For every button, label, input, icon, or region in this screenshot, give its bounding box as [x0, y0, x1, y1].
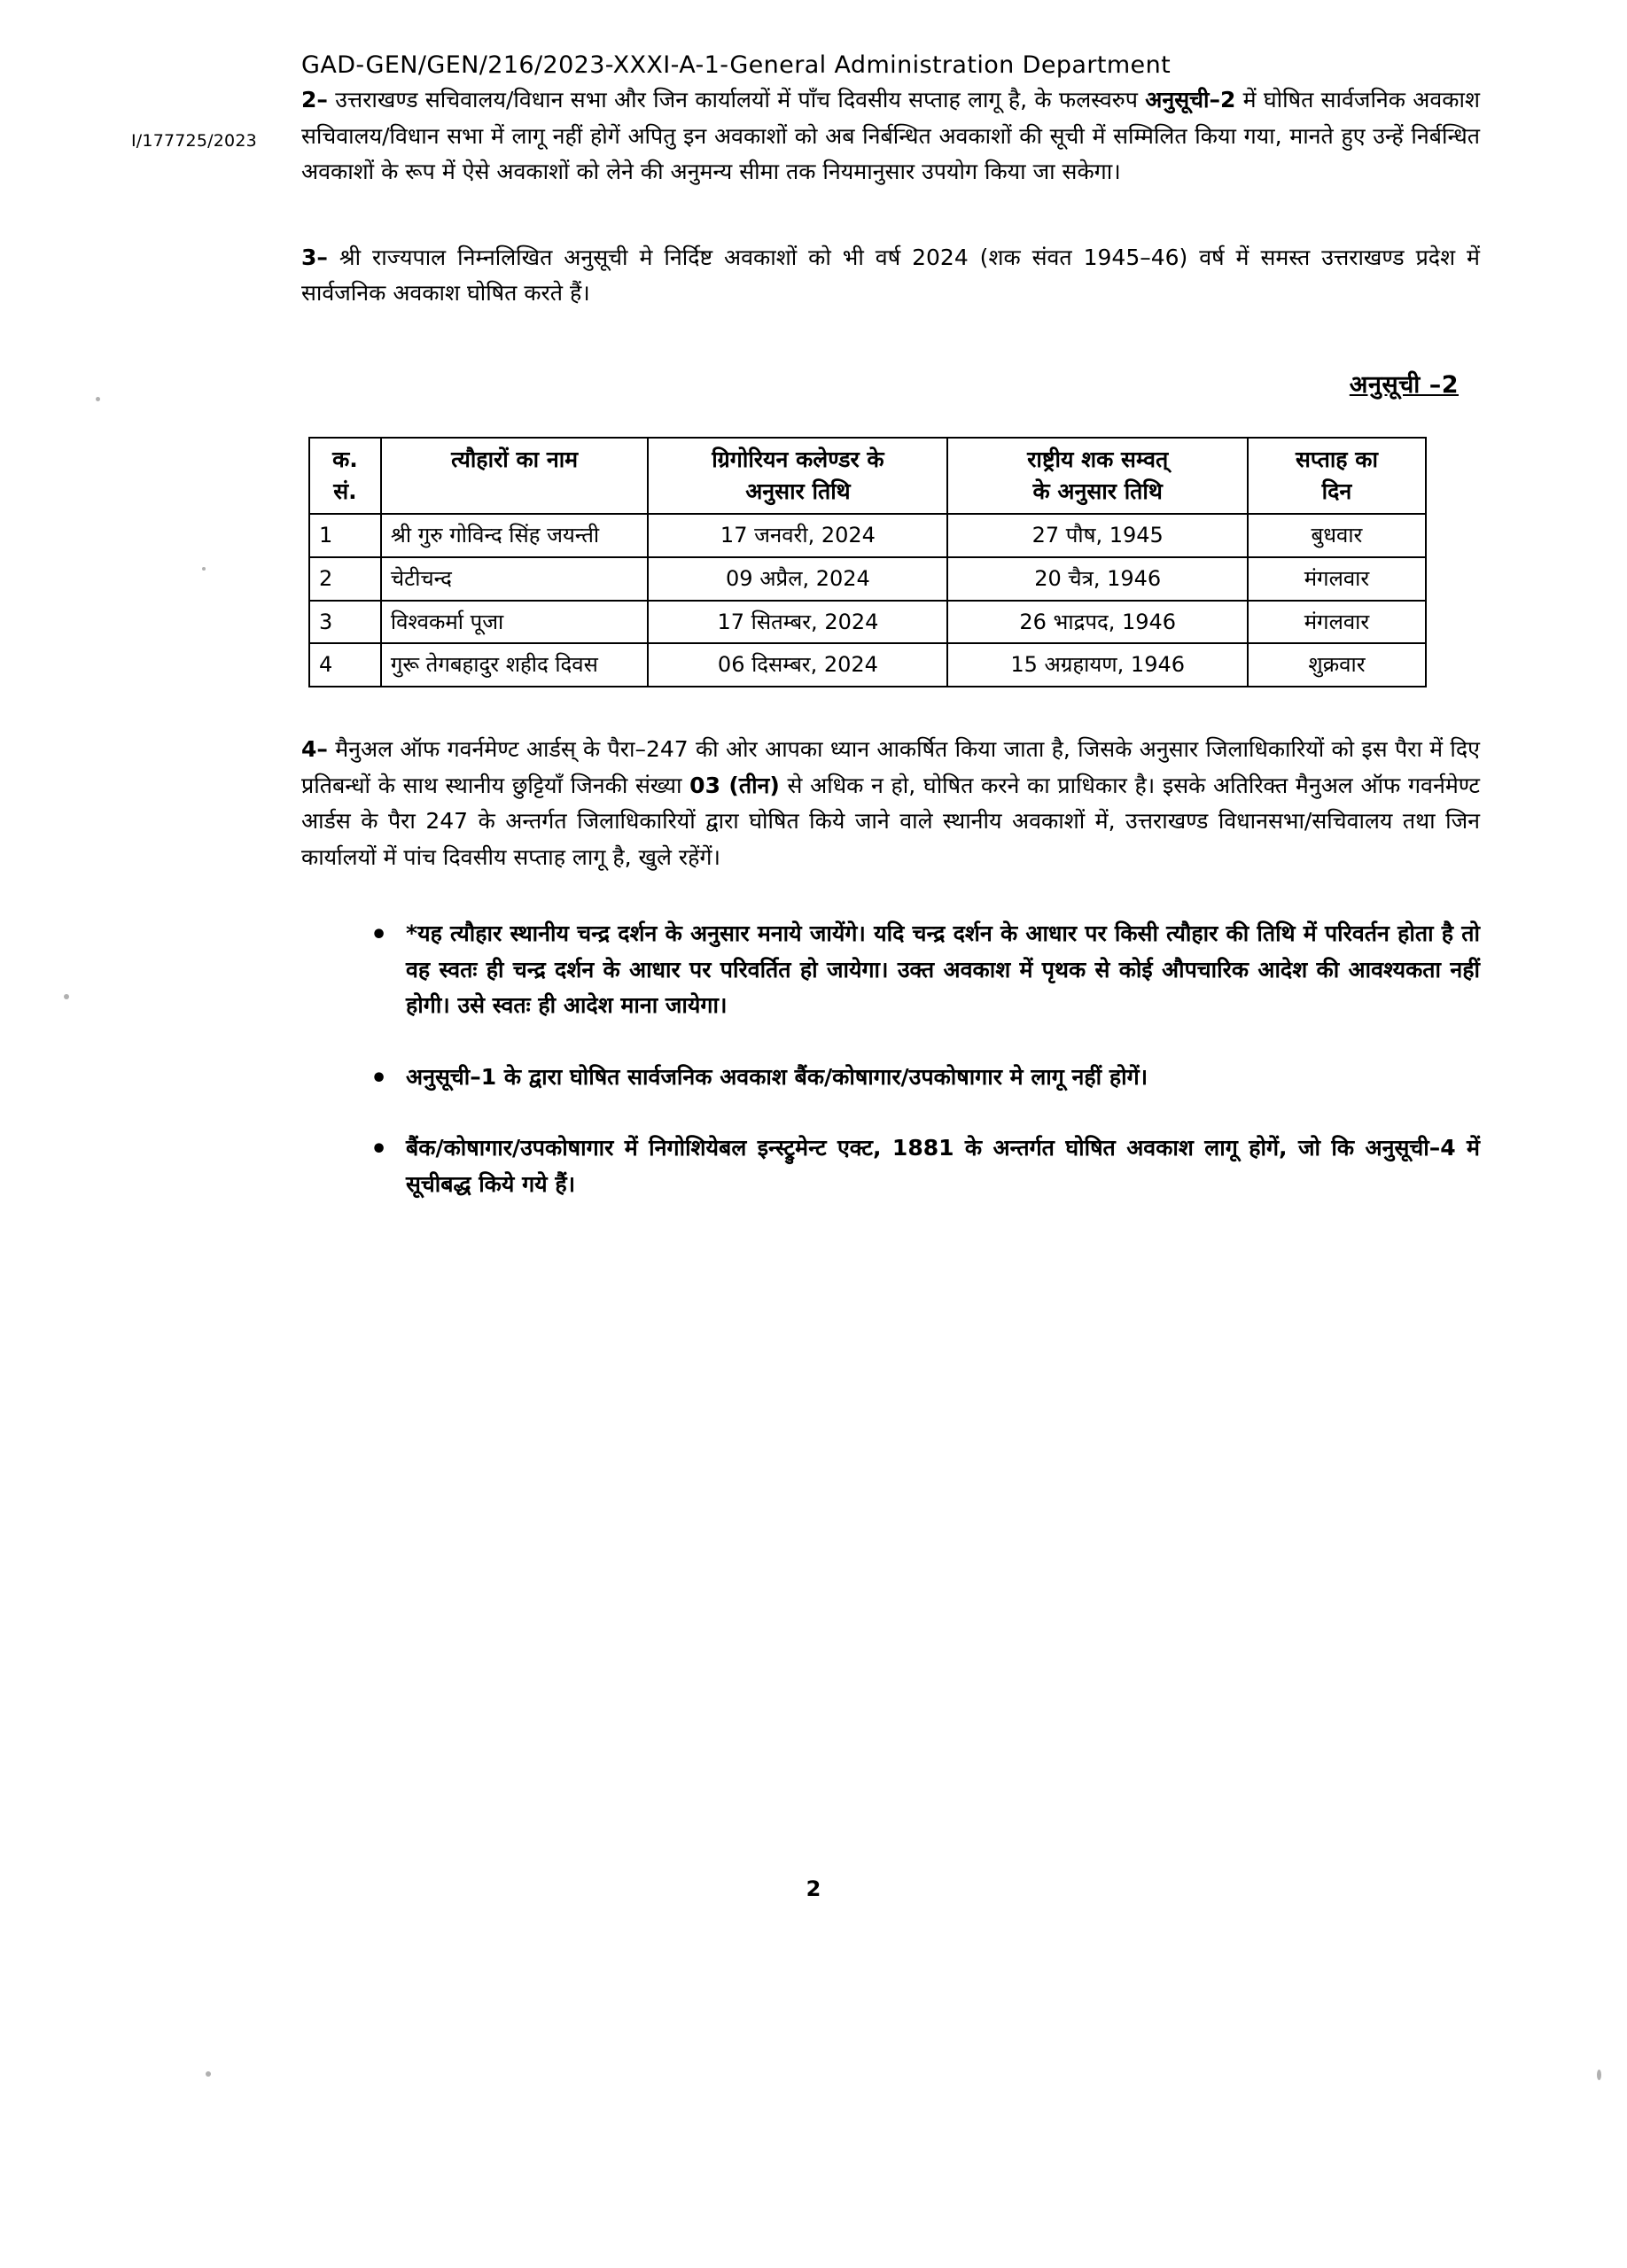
scan-speck [96, 397, 100, 401]
page-number: 2 [806, 1876, 821, 1901]
paragraph-4-text-part1: मैनुअल ऑफ गवर्नमेण्ट आर्डस् के पैरा–247 की ओर आपका ध्यान आकर्षित किया जाता है, जिसके अनुसार जिलाधिकारियों को इस पैरा में दिए प्रतिबन्धों के साथ स्थानीय छुट्टियाँ जिनकी संख्या [301, 736, 1481, 798]
cell-weekday: मंगलवार [1248, 601, 1426, 644]
cell-shak-date: 27 पौष, 1945 [947, 514, 1247, 557]
table-row [309, 514, 1426, 557]
cell-gregorian-date: 17 जनवरी, 2024 [648, 514, 947, 557]
schedule-title: अनुसूची –2 [1349, 370, 1459, 399]
list-item: • अनुसूची–1 के द्वारा घोषित सार्वजनिक अवकाश बैंक/कोषागार/उपकोषागार मे लागू नहीं होगें। [370, 1060, 1480, 1096]
paragraph-4-bold-count: 03 (तीन) [689, 772, 780, 798]
paragraph-4 [301, 732, 1480, 875]
side-reference-number: I/177725/2023 [131, 131, 257, 151]
document-content [301, 51, 1480, 1238]
scan-speck [206, 2071, 211, 2077]
list-item: • *यह त्यौहार स्थानीय चन्द्र दर्शन के अनुसार मनाये जायेंगे। यदि चन्द्र दर्शन के आधार पर किसी त्यौहार की तिथि में परिवर्तन होता है तो वह स्वतः ही चन्द्र दर्शन के आधार पर परिवर्तित हो जायेगा। उक्त अवकाश में पृथक से कोई औपचारिक आदेश की आवश्यकता नहीं होगी। उसे स्वतः ही आदेश माना जायेगा। [370, 916, 1480, 1024]
list-item: • बैंक/कोषागार/उपकोषागार में निगोशियेबल इन्स्ट्रुमेन्ट एक्ट, 1881 के अन्तर्गत घोषित अवकाश लागू होगें, जो कि अनुसूची–4 में सूचीबद्ध किये गये हैं। [370, 1130, 1480, 1202]
cell-gregorian-date: 17 सितम्बर, 2024 [648, 601, 947, 644]
column-header-serial-line2: सं. [333, 478, 357, 504]
column-header-weekday-line2: दिन [1321, 478, 1352, 504]
cell-gregorian-date: 06 दिसम्बर, 2024 [648, 643, 947, 687]
holidays-table [308, 437, 1427, 688]
paragraph-2-bold-schedule: अनुसूची–2 [1145, 87, 1236, 113]
paragraph-2-text-part1: उत्तराखण्ड सचिवालय/विधान सभा और जिन कार्यालयों में पाँच दिवसीय सप्ताह लागू है, के फलस्वरुप [335, 87, 1146, 113]
scan-speck [202, 567, 206, 571]
column-header-serial-line1: क. [332, 446, 358, 472]
cell-weekday: शुक्रवार [1248, 643, 1426, 687]
paragraph-4-number: 4– [301, 736, 328, 763]
paragraph-2-text-part2: में घोषित सार्वजनिक अवकाश सचिवालय/विधान सभा में लागू नहीं होगें अपितु इन अवकाशों को अब निर्बन्धित अवकाशों की सूची में सम्मिलित किया गया, मानते हुए उन्हें निर्बन्धित अवकाशों के रूप में ऐसे अवकाशों को लेने की अनुमन्य सीमा तक नियमानुसार उपयोग किया जा सकेगा। [301, 87, 1480, 184]
cell-festival-name: श्री गुरु गोविन्द सिंह जयन्ती [381, 514, 649, 557]
paragraph-3 [301, 240, 1480, 312]
table-header-row [309, 438, 1426, 515]
scan-speck [64, 994, 69, 999]
cell-shak-date: 15 अग्रहायण, 1946 [947, 643, 1247, 687]
column-header-shak-date [947, 438, 1247, 515]
column-header-serial [309, 438, 381, 515]
column-header-gregorian-date [648, 438, 947, 515]
cell-serial: 1 [309, 514, 381, 557]
cell-serial: 2 [309, 557, 381, 601]
cell-serial: 3 [309, 601, 381, 644]
column-header-festival-name: त्यौहारों का नाम [381, 438, 649, 515]
column-header-weekday [1248, 438, 1426, 515]
cell-shak-date: 20 चैत्र, 1946 [947, 557, 1247, 601]
cell-festival-name: गुरू तेगबहादुर शहीद दिवस [381, 643, 649, 687]
cell-shak-date: 26 भाद्रपद, 1946 [947, 601, 1247, 644]
paragraph-2 [301, 82, 1480, 190]
table-row [309, 557, 1426, 601]
cell-weekday: बुधवार [1248, 514, 1426, 557]
cell-weekday: मंगलवार [1248, 557, 1426, 601]
column-header-shak-line1: राष्ट्रीय शक सम्वत् [1027, 446, 1169, 472]
paragraph-3-text: श्री राज्यपाल निम्नलिखित अनुसूची मे निर्दिष्ट अवकाशों को भी वर्ष 2024 (शक संवत 1945–46) वर्ष में समस्त उत्तराखण्ड प्रदेश में सार्वजनिक अवकाश घोषित करते हैं। [301, 244, 1480, 306]
column-header-weekday-line1: सप्ताह का [1295, 446, 1378, 472]
notes-list [301, 916, 1480, 1202]
cell-festival-name: चेटीचन्द [381, 557, 649, 601]
column-header-gregorian-line2: अनुसार तिथि [745, 478, 851, 504]
cell-gregorian-date: 09 अप्रैल, 2024 [648, 557, 947, 601]
paragraph-2-number: 2– [301, 87, 328, 113]
table-row [309, 601, 1426, 644]
paragraph-4-text-part2: से अधिक न हो, घोषित करने का प्राधिकार है। इसके अतिरिक्त मैनुअल ऑफ गवर्नमेण्ट आर्डस के पैरा 247 के अन्तर्गत जिलाधिकारियों द्वारा घोषित किये जाने वाले स्थानीय अवकाशों में, उत्तराखण्ड विधानसभा/सचिवालय तथा जिन कार्यालयों में पांच दिवसीय सप्ताह लागू है, खुले रहेंगें। [301, 772, 1480, 870]
column-header-gregorian-line1: ग्रिगोरियन कलेण्डर के [712, 446, 884, 472]
document-header-reference: GAD-GEN/GEN/216/2023-XXXI-A-1-General Administration Department [301, 51, 1172, 79]
cell-serial: 4 [309, 643, 381, 687]
scan-speck [1597, 2070, 1601, 2080]
paragraph-3-number: 3– [301, 244, 328, 270]
cell-festival-name: विश्वकर्मा पूजा [381, 601, 649, 644]
table-row [309, 643, 1426, 687]
column-header-shak-line2: के अनुसार तिथि [1032, 478, 1163, 504]
